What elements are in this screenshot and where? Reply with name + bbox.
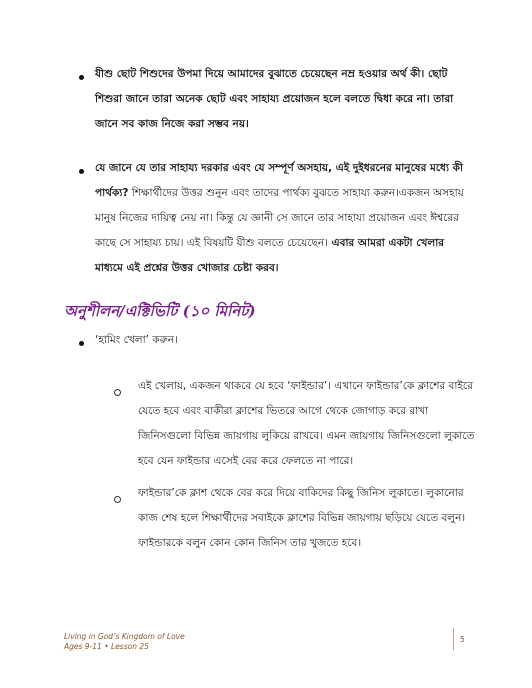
paragraph-1: যীশু ছোট শিশুদের উপমা দিয়ে আমাদের বুঝাতে চেয়েছেন নম্র হওয়ার অর্থ কী। ছোট শিশুরা জানে তারা অনেক ছোট এবং সাহায্য প্রয়োজন হলে বলতে দ্বিধা করে না। তারা জানে সব কাজ নিজে করা সম্ভব নয়। (95, 68, 454, 130)
sub-bullet-circle (114, 496, 121, 503)
footer-title (64, 632, 185, 652)
paragraph-2-tail: এবার আমরা একটা খেলার মাধ্যমে এই প্রশ্নের উত্তর খোজার চেষ্টা করব। (95, 237, 445, 274)
activity-instruction: ‘হামিং খেলা’ করুন। (95, 334, 178, 346)
bullet-dot (79, 75, 84, 80)
footer-divider (453, 628, 454, 650)
sub-paragraph-1: এই খেলায়, একজন থাকবে যে হবে ‘ফাইন্ডার’। এখানে ফাইন্ডার’কে ক্লাশের বাইরে যেতে হবে এবং বাকীরা ক্লাশের ভিতরে আগে থেকে জোগাড় করে রাখা জিনিসগুলো বিভিন্ন জায়গায় লুকিয়ে রাখবে। এমন জায়গায় জিনিসগুলো লুকাতে হবে যেন ফাইন্ডার এসেই বের করে ফেলতে না পারে। (138, 380, 475, 467)
sub-bullet-circle (114, 389, 121, 396)
section-heading: অনুশীলন/এক্টিভিটি (১০ মিনিট) (64, 302, 256, 320)
paragraph-2-lead: যে জানে যে তার সাহায্য দরকার এবং যে সম্পূর্ণ অসহায়, এই দুইধরনের মানুষের মধ্যে কী পার্থক্য? (95, 162, 463, 199)
page-number: 5 (460, 635, 465, 644)
footer-line-1: Living in God’s Kingdom of Love (64, 632, 185, 641)
footer-line-2: Ages 9-11 • Lesson 25 (64, 642, 149, 651)
paragraph-2 (95, 156, 475, 281)
bullet-dot (79, 341, 84, 346)
sub-paragraph-2: ফাইন্ডার’কে ক্লাশ থেকে বের করে দিয়ে বাকিদের কিছু জিনিস লুকাতে। লুকানোর কাজ শেষ হলে শিক্ষার্থীদের সবাইকে ক্লাশের বিভিন্ন জায়গায় ছড়িয়ে যেতে বলুন। ফাইন্ডারকে বলুন কোন কোন জিনিস তার খুজতে হবে। (138, 487, 466, 549)
bullet-dot (79, 169, 84, 174)
paragraph-2-body: শিক্ষার্থীদের উত্তর শুনুন এবং তাদের পার্থক্য বুঝতে সাহায্য করুন।একজন অসহায় মানুষ নিজের দায়িত্ব নেয় না। কিন্তু যে জ্ঞানী সে জানে তার সাহায্য প্রয়োজন এবং ঈশ্বরের কাছে সে সাহায্য চায়। এই বিষয়টি যীশু বলতে চেয়েছেন। (95, 187, 464, 249)
